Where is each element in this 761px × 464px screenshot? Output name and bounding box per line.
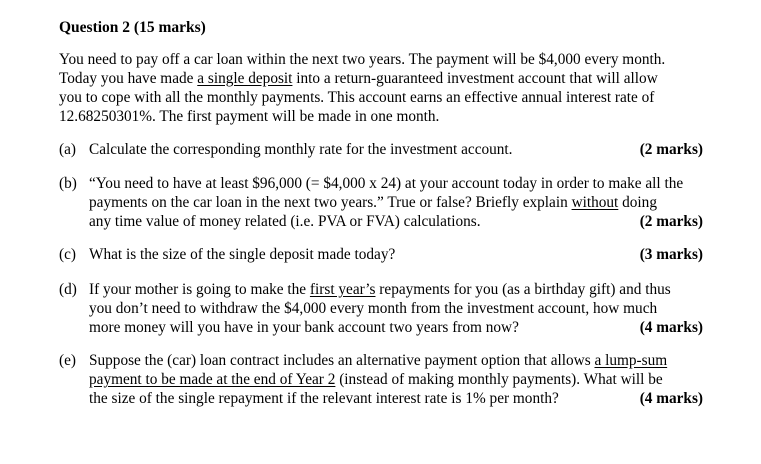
- part-line: [89, 318, 703, 337]
- part-line: [89, 140, 703, 159]
- part-text: the size of the single repayment if the relevant interest rate is 1% per month?: [89, 390, 559, 407]
- part-text: (instead of making monthly payments). What will be: [335, 371, 663, 388]
- underlined-text: a single deposit: [197, 70, 293, 87]
- part-label: (e): [59, 352, 76, 369]
- part-line: [89, 351, 703, 370]
- part-line: [89, 299, 703, 318]
- underlined-text: without: [571, 194, 619, 211]
- intro-text: into a return-guaranteed investment account that will allow: [292, 70, 658, 87]
- part-text: Suppose the (car) loan contract includes an alternative payment option that allows: [89, 352, 595, 369]
- part-body: [89, 140, 703, 159]
- marks-label: (3 marks): [639, 246, 703, 263]
- intro-line: [59, 50, 709, 69]
- part-text: more money will you have in your bank account two years from now?: [89, 319, 519, 336]
- part-text: repayments for you (as a birthday gift) and thus: [375, 281, 671, 298]
- part-text: What is the size of the single deposit made today?: [89, 246, 396, 263]
- part-label: (a): [59, 141, 76, 158]
- intro-line: [59, 107, 709, 126]
- part-body: [89, 280, 703, 337]
- marks-label: (2 marks): [639, 213, 703, 230]
- part-body: [89, 245, 703, 264]
- underlined-text: a lump-sum: [594, 352, 668, 369]
- part-text: payments on the car loan in the next two years.” True or false? Briefly explain: [89, 194, 572, 211]
- part-label: (b): [59, 175, 77, 192]
- part-text: doing: [618, 194, 657, 211]
- underlined-text: first year’s: [309, 281, 376, 298]
- part-label: (c): [59, 246, 76, 263]
- intro-text: Today you have made: [59, 70, 198, 87]
- part-line: [89, 212, 703, 231]
- underlined-text: payment to be made at the end of Year 2: [89, 371, 336, 388]
- intro-line: [59, 69, 709, 88]
- part-text: “You need to have at least $96,000 (= $4,000 x 24) at your account today in order to make all the: [89, 175, 684, 192]
- intro-line: [59, 88, 709, 107]
- part-text: you don’t need to withdraw the $4,000 every month from the investment account, how much: [89, 300, 658, 317]
- question-intro: [59, 50, 709, 126]
- part-body: [89, 351, 703, 408]
- intro-text: You need to pay off a car loan within the next two years. The payment will be $4,000 every month.: [59, 51, 666, 68]
- part-label: (d): [59, 281, 77, 298]
- part-text: If your mother is going to make the: [89, 281, 310, 298]
- marks-label: (4 marks): [639, 390, 703, 407]
- part-text: any time value of money related (i.e. PVA or FVA) calculations.: [89, 213, 481, 230]
- part-line: [89, 280, 703, 299]
- part-line: [89, 174, 703, 193]
- part-line: [89, 370, 703, 389]
- part-line: [89, 245, 703, 264]
- part-line: [89, 193, 703, 212]
- marks-label: (2 marks): [639, 141, 703, 158]
- intro-text: 12.68250301%. The first payment will be made in one month.: [59, 108, 440, 125]
- part-line: [89, 389, 703, 408]
- part-text: Calculate the corresponding monthly rate for the investment account.: [89, 141, 513, 158]
- question-title: Question 2 (15 marks): [59, 19, 206, 36]
- part-body: [89, 174, 703, 231]
- intro-text: you to cope with all the monthly payments. This account earns an effective annual interest rate of: [59, 89, 655, 106]
- marks-label: (4 marks): [639, 319, 703, 336]
